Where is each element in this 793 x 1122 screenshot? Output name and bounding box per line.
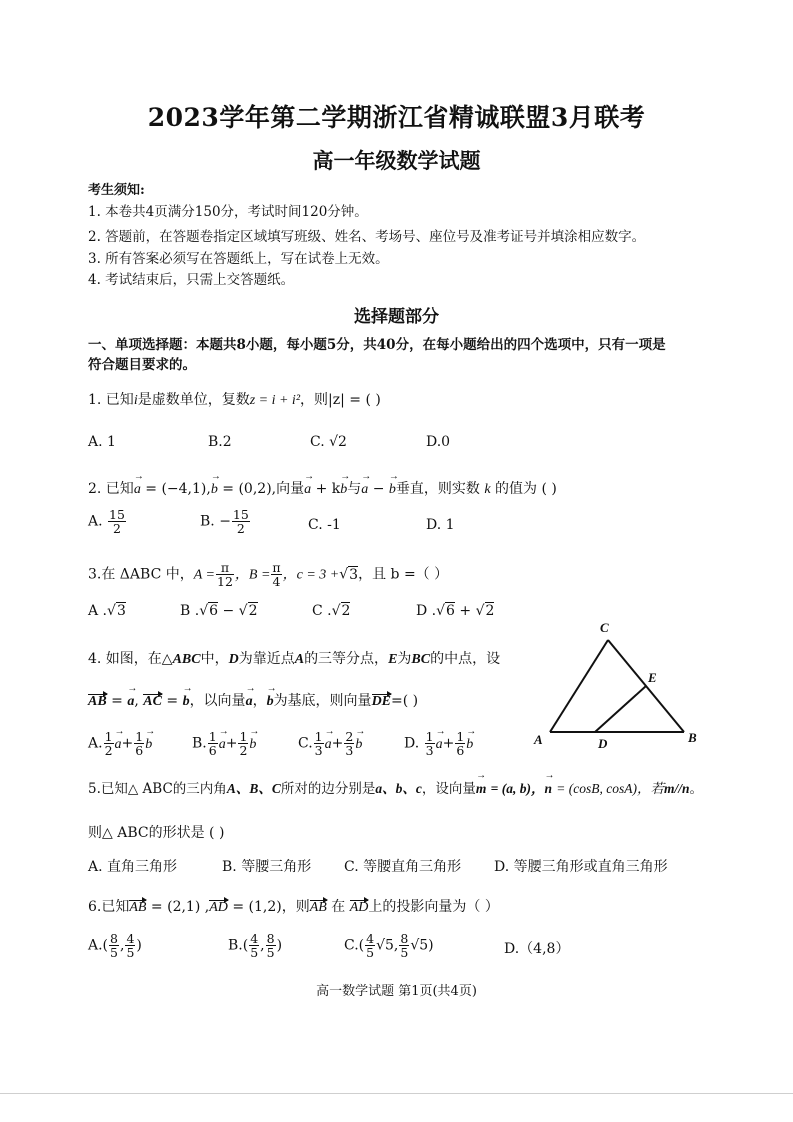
q6-option-d: D.（4,8） bbox=[504, 941, 570, 957]
q3-option-b: B .√6 − √2 bbox=[180, 603, 258, 619]
question-3: 3.在 ΔABC 中，A = $\frac{\pi}{12}$ ，B = $\frac{\pi}{4}$ ，c = 3 +√3，且 b =（ ） bbox=[88, 560, 449, 589]
notice-item: 2. 答题前，在答题卷指定区域填写班级、姓名、考场号、座位号及准考证号并填涂相应数字。 bbox=[88, 229, 646, 245]
notice-item: 4. 考试结束后，只需上交答题纸。 bbox=[88, 272, 295, 288]
q1-option-a: A. 1 bbox=[88, 434, 116, 450]
exam-title: 2023学年第二学期浙江省精诚联盟3月联考 bbox=[147, 103, 646, 132]
q5-option-d: D. 等腰三角形或直角三角形 bbox=[494, 859, 668, 875]
section-title: 选择题部分 bbox=[354, 307, 439, 327]
question-1 bbox=[88, 389, 381, 409]
q2-option-d: D. 1 bbox=[426, 517, 455, 533]
question-6: 6.已知AB = (2,1) ,AD = (1,2)，则AB 在 AD上的投影向量为（ ） bbox=[88, 899, 499, 915]
q1-option-d: D.0 bbox=[426, 434, 451, 450]
q1-text: 1. 已知 bbox=[88, 392, 134, 408]
page-footer: 高一数学试题 第1页(共4页) bbox=[316, 984, 477, 999]
label-e: E bbox=[648, 670, 657, 685]
label-d: D bbox=[598, 736, 608, 751]
q1-text: ，则|z| = ( ) bbox=[300, 392, 381, 408]
q3-option-c: C .√2 bbox=[312, 603, 351, 619]
q2-option-c: C. -1 bbox=[308, 517, 341, 533]
notice-heading: 考生须知: bbox=[88, 183, 145, 198]
q4-option-b: B. $\frac{1}{6}$ → a+ $\frac{1}{2}$ → b bbox=[192, 730, 256, 757]
side-ac bbox=[550, 640, 608, 732]
question-4-line2: AB = → a, AC = → b，以向量→ a，→ b为基底，则向量DE=( ) bbox=[88, 690, 418, 710]
q6-option-c: C.( $\frac{4}{5}$ √5, $\frac{8}{5}$ √5) bbox=[344, 931, 434, 960]
part-heading: 一、单项选择题：本题共8小题，每小题5分，共40分，在每小题给出的四个选项中，只有一项是 bbox=[88, 337, 666, 353]
segment-de bbox=[595, 686, 646, 732]
q1-var: i bbox=[133, 393, 138, 408]
q5-option-b: B. 等腰三角形 bbox=[222, 859, 312, 875]
question-2: 2. 已知→ a = (−4,1),→ b = (0,2),向量→ a + k→ b与→ a − → b垂直，则实数 k 的值为 ( ) bbox=[88, 478, 557, 498]
question-5-line2: 则△ ABC的形状是 ( ) bbox=[88, 825, 225, 841]
q5-option-a: A. 直角三角形 bbox=[88, 859, 178, 875]
q4-option-a: A. $\frac{1}{2}$ → a+ $\frac{1}{6}$ → b bbox=[88, 730, 152, 757]
q4-option-c: C. $\frac{1}{3}$ → a+ $\frac{2}{3}$ → b bbox=[298, 730, 362, 757]
notice-item: 1. 本卷共4页满分150分，考试时间120分钟。 bbox=[88, 204, 368, 220]
q6-option-a: A.( $\frac{8}{5}$ , $\frac{4}{5}$ ) bbox=[88, 931, 142, 960]
triangle-figure bbox=[528, 618, 708, 758]
page-edge-line bbox=[0, 1093, 793, 1094]
notice-item: 3. 所有答案必须写在答题纸上，写在试卷上无效。 bbox=[88, 251, 389, 267]
q4-option-d: D. $\frac{1}{3}$ → a+ $\frac{1}{6}$ → b bbox=[404, 730, 473, 757]
question-5: 5.已知△ ABC的三内角A、B、C所对的边分别是a、b、c，设向量→ m = (a, b)，→ n = (cosB, cosA)，若m//n。 bbox=[88, 777, 703, 797]
q1-text: 是虚数单位，复数 bbox=[137, 392, 250, 408]
part-heading: 符合题目要求的。 bbox=[88, 357, 196, 373]
exam-subtitle: 高一年级数学试题 bbox=[312, 148, 481, 173]
q3-option-d: D .√6 + √2 bbox=[416, 603, 495, 619]
q2-option-a: A. $\frac{15}{2}$ bbox=[88, 507, 125, 536]
q3-option-a: A .√3 bbox=[88, 603, 126, 619]
q5-option-c: C. 等腰直角三角形 bbox=[344, 859, 462, 875]
q2-option-b: B. − $\frac{15}{2}$ bbox=[200, 507, 249, 536]
label-c: C bbox=[600, 620, 609, 635]
q1-option-c: C. √2 bbox=[310, 434, 347, 450]
label-b: B bbox=[688, 730, 697, 745]
question-4: 4. 如图，在△ABC中，D为靠近点A的三等分点，E为BC的中点，设 bbox=[88, 651, 501, 667]
label-a: A bbox=[534, 732, 543, 747]
q1-option-b: B.2 bbox=[208, 434, 232, 450]
q1-formula: z = i + i² bbox=[249, 393, 301, 408]
q6-option-b: B.( $\frac{4}{5}$ , $\frac{8}{5}$ ) bbox=[228, 931, 283, 960]
